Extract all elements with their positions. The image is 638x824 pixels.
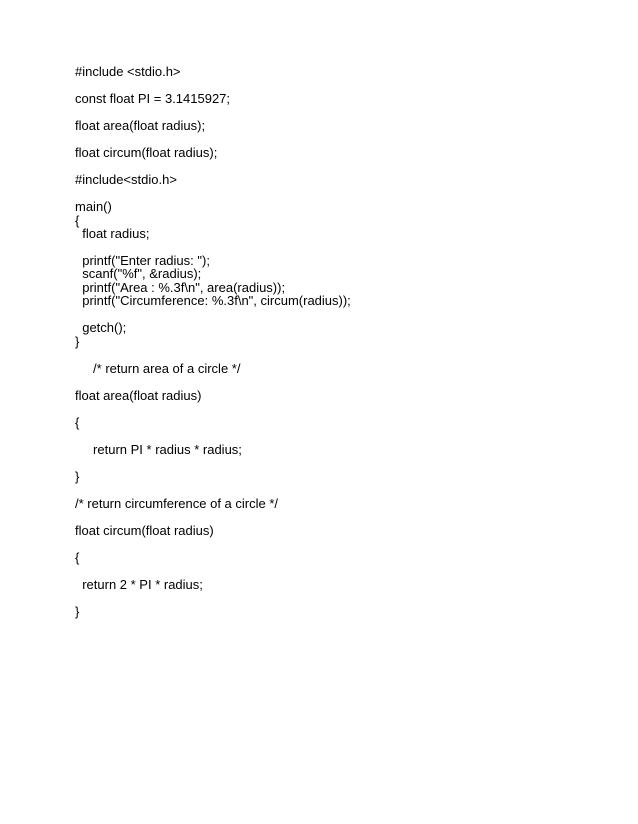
- code-line: #include <stdio.h>: [75, 64, 181, 79]
- code-line: main(): [75, 199, 112, 214]
- code-line: printf("Circumference: %.3f\n", circum(radius));: [75, 293, 351, 308]
- code-comment: /* return area of a circle */: [75, 361, 241, 376]
- code-line: const float PI = 3.1415927;: [75, 91, 231, 106]
- code-line: printf("Enter radius: ");: [75, 253, 210, 268]
- code-line: float circum(float radius): [75, 523, 214, 538]
- code-line: getch();: [75, 320, 127, 335]
- code-line: return PI * radius * radius;: [75, 442, 242, 457]
- code-line: printf("Area : %.3f\n", area(radius));: [75, 280, 286, 295]
- code-line: {: [75, 415, 80, 430]
- code-comment: /* return circumference of a circle */: [75, 496, 279, 511]
- code-line: {: [75, 550, 80, 565]
- code-line: }: [75, 334, 80, 349]
- code-line: scanf("%f", &radius);: [75, 266, 202, 281]
- code-line: #include<stdio.h>: [75, 172, 177, 187]
- code-line: float radius;: [75, 226, 150, 241]
- code-line: float circum(float radius);: [75, 145, 218, 160]
- code-line: }: [75, 469, 80, 484]
- code-line: float area(float radius): [75, 388, 202, 403]
- code-line: }: [75, 604, 80, 619]
- code-line: return 2 * PI * radius;: [75, 577, 203, 592]
- code-line: float area(float radius);: [75, 118, 206, 133]
- code-line: {: [75, 213, 80, 228]
